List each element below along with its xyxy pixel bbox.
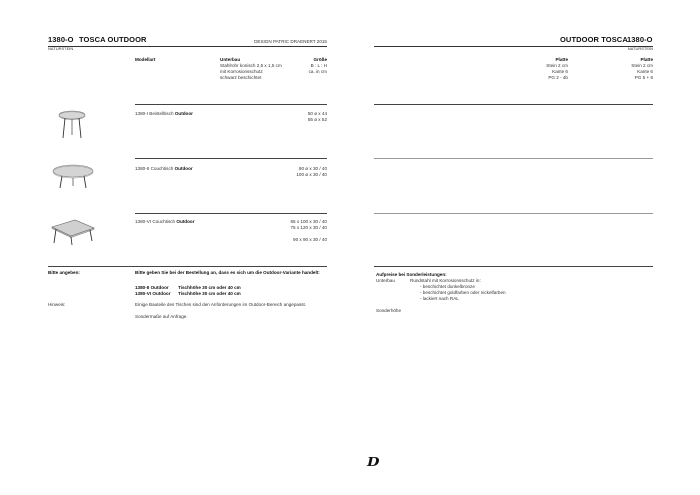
left-header-title: TOSCA OUTDOOR (79, 35, 147, 44)
surcharge-item-2: - beschichtet dunkelbronze (420, 284, 475, 289)
row-3-rule (135, 213, 327, 214)
product-2-size-1: 90 ø x 30 / 40 (298, 166, 327, 171)
order-rule (48, 266, 327, 267)
order-line-2-desc: Tischhöhe 30 cm oder 40 cm (178, 291, 241, 296)
left-header-design: DESIGN PATRIC DRAENERT 2015 (254, 39, 327, 44)
col1-line-2: Kante 6 (552, 69, 568, 74)
product-3-size-1: 65 x 100 x 30 / 40 (290, 219, 327, 224)
col-model-heading: Modellart (135, 57, 156, 62)
product-3-name: 1380-VI Couchtisch Outdoor (135, 219, 195, 224)
product-2-name: 1380-II Couchtisch Outdoor (135, 166, 193, 171)
note-label: Hinweis: (48, 302, 66, 307)
coffee-table-square-image (48, 217, 98, 247)
size-unit-1: B : L : H (310, 63, 327, 68)
col2-line-1: Stein 2 cm (631, 63, 653, 68)
col1-line-1: Stein 2 cm (546, 63, 568, 68)
order-line-1-code: 1380-II Outdoor (135, 285, 169, 290)
right-header-code: 1380-O (627, 35, 653, 44)
brand-logo-icon: D (366, 455, 380, 469)
product-1-size-1: 50 ø x 44 (307, 111, 327, 116)
left-header-code: 1380-O (48, 35, 74, 44)
right-header-title: OUTDOOR TOSCA (560, 35, 628, 44)
surcharge-item-3: - beschichtet goldfarben oder nickelfarben (420, 290, 506, 295)
surcharge-special: Sonderhöhe (376, 308, 402, 313)
order-text: Bitte geben Sie bei der Bestellung an, dass es sich um die Outdoor-Variante handelt: (135, 270, 320, 275)
product-2-size-2: 100 ø x 30 / 40 (296, 172, 327, 177)
right-header-subtitle: NATURSTEIN (627, 46, 653, 51)
right-row-1-rule (374, 104, 653, 105)
order-line-1-desc: Tischhöhe 30 cm oder 40 cm (178, 285, 241, 290)
right-row-3-rule (374, 213, 653, 214)
base-desc-1: Stahlrohr konisch 2,5 x 1,5 cm (220, 63, 282, 68)
left-header-rule (48, 46, 327, 47)
order-line-2-code: 1380-VI Outdoor (135, 291, 171, 296)
row-1-rule (135, 104, 327, 105)
base-desc-3: schwarz beschichtet (220, 75, 262, 80)
size-unit-2: ca. in cm (308, 69, 327, 74)
base-desc-2: mit Korrosionsschutz (220, 69, 263, 74)
note-text: Einige Bauteile des Tisches sind den Anforderungen im Outdoor-Bereich angepasst. (135, 302, 307, 307)
col1-heading: Platte (555, 57, 568, 62)
col2-line-3: PG 5 + 6 (634, 75, 653, 80)
surcharge-label: Unterbau (376, 278, 395, 283)
order-label: Bitte angeben: (48, 270, 80, 275)
col2-heading: Platte (640, 57, 653, 62)
row-2-rule (135, 158, 327, 159)
col-base-heading: Unterbau (220, 57, 241, 62)
surcharge-title: Aufpreise bei Sonderleistungen: (376, 272, 447, 277)
col-size-heading: Größe (313, 57, 327, 62)
product-1-size-2: 55 ø x 52 (307, 117, 327, 122)
surcharge-item-1: Rundstahl mit Korrosionsschutz in: (410, 278, 481, 283)
left-header-subtitle: NATURSTEIN (48, 46, 74, 51)
right-order-rule (374, 266, 653, 267)
product-3-size-3: 90 x 90 x 30 / 40 (293, 237, 327, 242)
right-row-2-rule (374, 158, 653, 159)
side-table-image (55, 108, 89, 140)
right-header-rule (374, 46, 653, 47)
product-3-size-2: 75 x 120 x 30 / 40 (290, 225, 327, 230)
product-1-name: 1380-I Beistelltisch Outdoor (135, 111, 193, 116)
surcharge-item-4: - lackiert nach RAL (420, 296, 459, 301)
col2-line-2: Kante 6 (637, 69, 653, 74)
coffee-table-round-image (50, 162, 96, 190)
col1-line-3: PG 2 - 4b (548, 75, 568, 80)
note-extra: Sondermaße auf Anfrage. (135, 314, 188, 319)
